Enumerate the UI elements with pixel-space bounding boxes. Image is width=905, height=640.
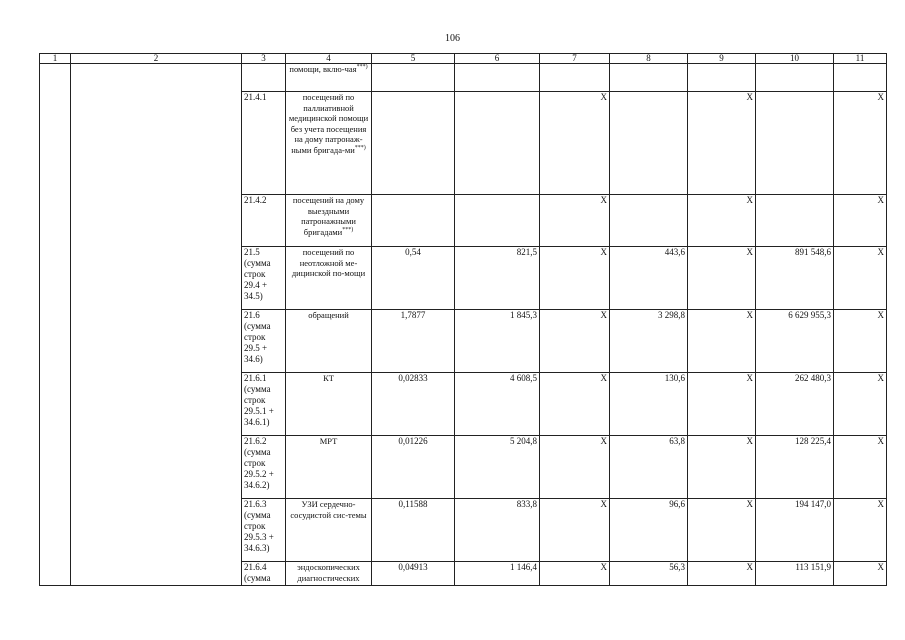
cell-col6: 1 146,4 [455, 562, 540, 586]
cell-col11: X [834, 499, 887, 562]
cell-col9: X [688, 562, 756, 586]
cell-col9: X [688, 499, 756, 562]
cell-col9: X [688, 195, 756, 247]
row-code: 21.6.2 (сумма строк 29.5.2 + 34.6.2) [242, 436, 286, 499]
row-code: 21.6.3 (сумма строк 29.5.3 + 34.6.3) [242, 499, 286, 562]
col-header-4: 4 [286, 54, 372, 64]
cell-col7: X [540, 247, 610, 310]
cell-col11 [834, 64, 887, 92]
row-description: МРТ [286, 436, 372, 499]
row-code: 21.6.1 (сумма строк 29.5.1 + 34.6.1) [242, 373, 286, 436]
col-header-5: 5 [372, 54, 455, 64]
row-description: посещений по неотложной ме-дицинской по-мощи [286, 247, 372, 310]
row-code: 21.6 (сумма строк 29.5 + 34.6) [242, 310, 286, 373]
cell-col6 [455, 92, 540, 195]
cell-col11: X [834, 92, 887, 195]
col-header-8: 8 [610, 54, 688, 64]
cell-col6: 4 608,5 [455, 373, 540, 436]
cell-col9: X [688, 373, 756, 436]
row-description: посещений по паллиативной медицинской помощи без учета посещения на дому патронаж-ными бригада-ми***) [286, 92, 372, 195]
cell-col10: 128 225,4 [756, 436, 834, 499]
cell-col7: X [540, 562, 610, 586]
cell-col9 [688, 64, 756, 92]
row-description: помощи, вклю-чая***) [286, 64, 372, 92]
cell-col5: 0,04913 [372, 562, 455, 586]
col-header-3: 3 [242, 54, 286, 64]
cell-col11: X [834, 310, 887, 373]
cell-col6 [455, 195, 540, 247]
col-header-6: 6 [455, 54, 540, 64]
cell-col5 [372, 92, 455, 195]
cell-col7: X [540, 499, 610, 562]
cell-col8: 56,3 [610, 562, 688, 586]
cell-col10 [756, 195, 834, 247]
cell-col10 [756, 92, 834, 195]
col-header-9: 9 [688, 54, 756, 64]
col-header-1: 1 [40, 54, 71, 64]
row-code [242, 64, 286, 92]
page-number: 106 [445, 33, 460, 44]
cell-col7: X [540, 310, 610, 373]
cell-col6: 5 204,8 [455, 436, 540, 499]
cell-col5: 0,11588 [372, 499, 455, 562]
cell-col10: 891 548,6 [756, 247, 834, 310]
cell-col8: 130,6 [610, 373, 688, 436]
cell-col7: X [540, 373, 610, 436]
col2-cell [71, 64, 242, 586]
cell-col7: X [540, 92, 610, 195]
cell-col10: 194 147,0 [756, 499, 834, 562]
row-description: эндоскопических диагностических [286, 562, 372, 586]
cell-col10: 113 151,9 [756, 562, 834, 586]
data-table [39, 53, 887, 586]
cell-col11: X [834, 373, 887, 436]
col-header-2: 2 [71, 54, 242, 64]
cell-col8 [610, 64, 688, 92]
cell-col5: 0,01226 [372, 436, 455, 499]
cell-col9: X [688, 310, 756, 373]
cell-col5: 1,7877 [372, 310, 455, 373]
cell-col8 [610, 195, 688, 247]
cell-col11: X [834, 195, 887, 247]
row-code: 21.4.1 [242, 92, 286, 195]
row-description: УЗИ сердечно-сосудистой сис-темы [286, 499, 372, 562]
cell-col11: X [834, 436, 887, 499]
row-code: 21.5 (сумма строк 29.4 + 34.5) [242, 247, 286, 310]
cell-col10: 262 480,3 [756, 373, 834, 436]
cell-col7: X [540, 436, 610, 499]
row-description: обращений [286, 310, 372, 373]
cell-col8: 3 298,8 [610, 310, 688, 373]
cell-col6: 833,8 [455, 499, 540, 562]
cell-col8: 96,6 [610, 499, 688, 562]
cell-col10: 6 629 955,3 [756, 310, 834, 373]
row-code: 21.4.2 [242, 195, 286, 247]
cell-col11: X [834, 247, 887, 310]
col-header-11: 11 [834, 54, 887, 64]
cell-col6: 821,5 [455, 247, 540, 310]
cell-col9: X [688, 247, 756, 310]
cell-col8: 443,6 [610, 247, 688, 310]
col-header-7: 7 [540, 54, 610, 64]
cell-col6: 1 845,3 [455, 310, 540, 373]
header-row [40, 54, 887, 64]
cell-col8: 63,8 [610, 436, 688, 499]
cell-col5 [372, 195, 455, 247]
row-description: КТ [286, 373, 372, 436]
col-header-10: 10 [756, 54, 834, 64]
cell-col8 [610, 92, 688, 195]
cell-col5 [372, 64, 455, 92]
cell-col7: X [540, 195, 610, 247]
cell-col5: 0,54 [372, 247, 455, 310]
cell-col9: X [688, 436, 756, 499]
col1-cell [40, 64, 71, 586]
row-description: посещений на дому выездными патронажными бригадами***) [286, 195, 372, 247]
cell-col9: X [688, 92, 756, 195]
cell-col10 [756, 64, 834, 92]
cell-col11: X [834, 562, 887, 586]
table-row [40, 64, 887, 92]
cell-col6 [455, 64, 540, 92]
row-code: 21.6.4 (сумма [242, 562, 286, 586]
cell-col5: 0,02833 [372, 373, 455, 436]
cell-col7 [540, 64, 610, 92]
